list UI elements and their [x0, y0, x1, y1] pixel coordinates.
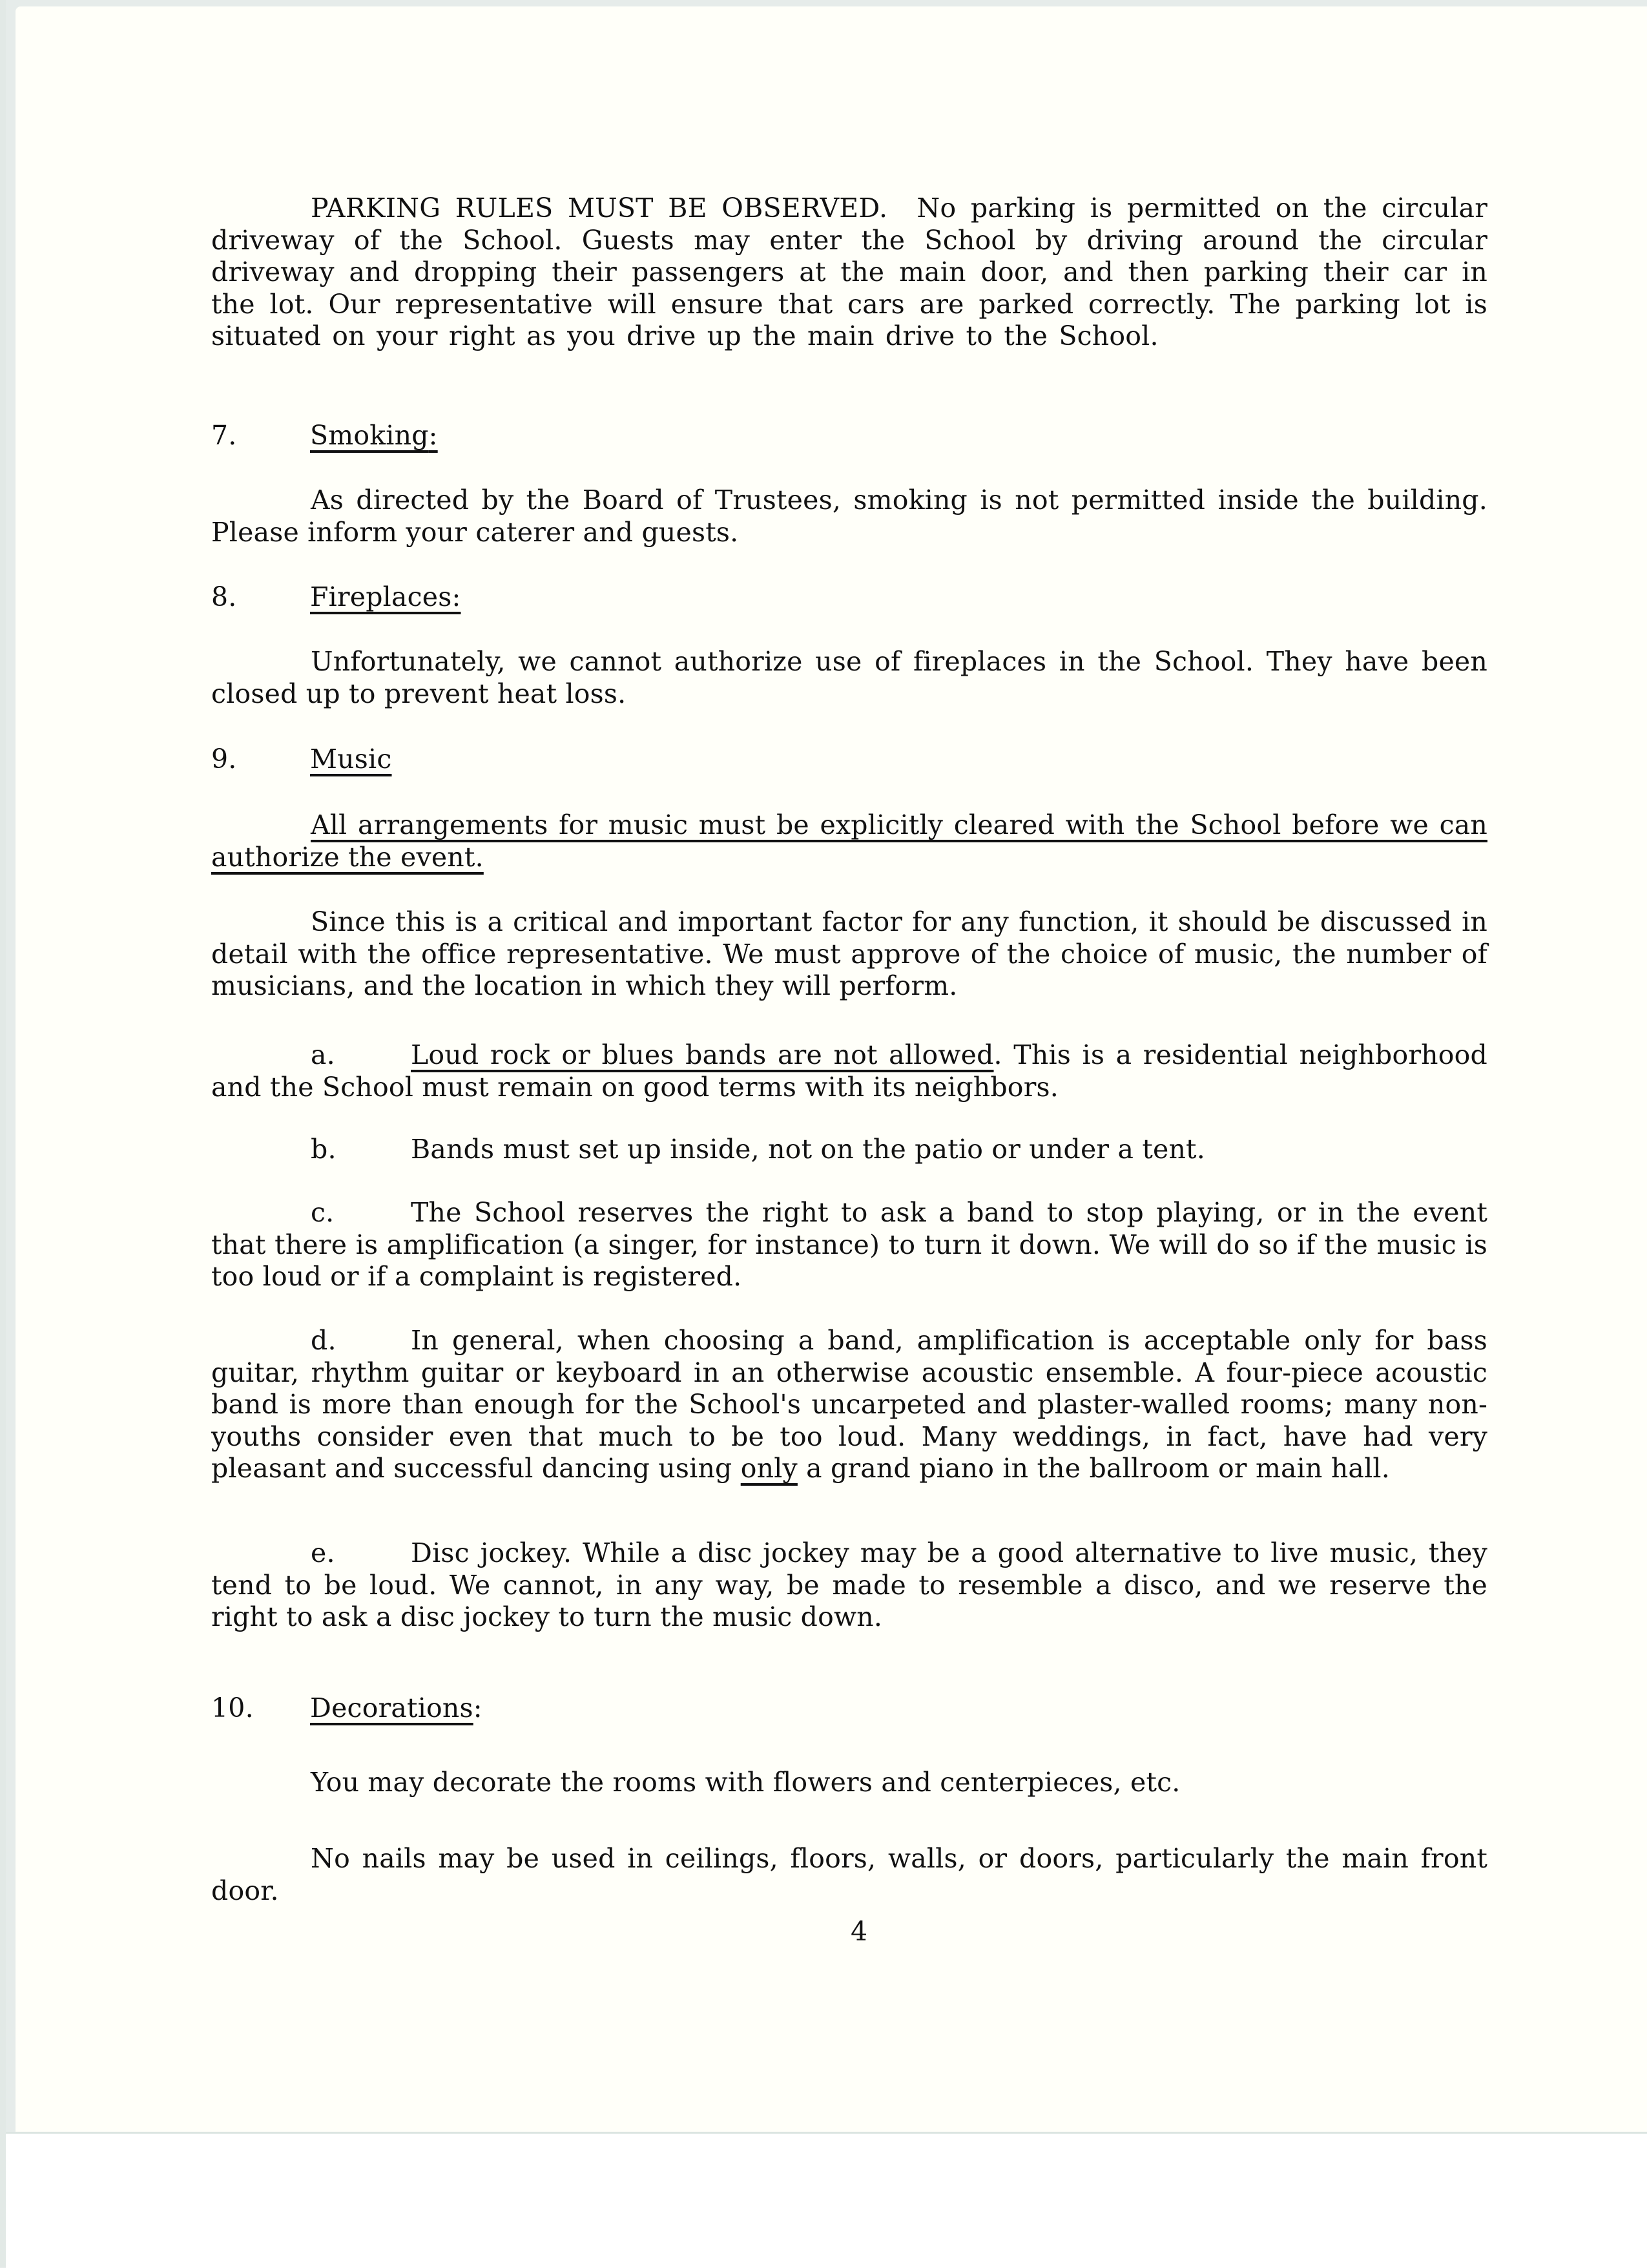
section-title-suffix: : [451, 581, 461, 612]
section-title: Music [310, 744, 392, 775]
section-7-heading [211, 420, 1487, 452]
section-number: 10. [211, 1692, 254, 1723]
section-number: 9. [211, 744, 237, 775]
item-text-after: a grand piano in the ballroom or main hall. [797, 1453, 1390, 1484]
section-title: Smoking [310, 420, 429, 451]
section-9-heading [211, 744, 1487, 776]
underlined-emphasis-text: All arrangements for music must be explicitly cleared with the School before we can authorize the event. [211, 809, 1487, 873]
section-title-suffix: : [473, 1692, 482, 1723]
section-number: 8. [211, 581, 237, 612]
item-text: The School reserves the right to ask a band to stop playing, or in the event that there is amplification (a singer, for instance) to turn it down. We will do so if the music is too loud or if a complaint is registered. [211, 1197, 1487, 1292]
item-label: b. [311, 1134, 337, 1165]
section-title: Fireplaces [310, 581, 452, 612]
paragraph-text: You may decorate the rooms with flowers and centerpieces, etc. [311, 1767, 1181, 1798]
section-title-suffix: : [428, 420, 438, 451]
item-label: a. [311, 1039, 335, 1070]
section-number: 7. [211, 420, 237, 451]
decorations-paragraph-1 [211, 1767, 1487, 1799]
item-label: c. [311, 1197, 335, 1228]
paragraph-text: Since this is a critical and important factor for any function, it should be discussed in detail with the office representative. We must approve of the choice of music, the number of musicians, and the location in which they will perform. [211, 906, 1487, 1001]
parking-rules-lead: PARKING RULES MUST BE OBSERVED. [311, 192, 888, 224]
music-item-b [211, 1134, 1487, 1166]
music-item-c [211, 1197, 1487, 1293]
item-text: Disc jockey. While a disc jockey may be a good alternative to live music, they tend to be loud. We cannot, in any way, be made to resemble a disco, and we reserve the right to ask a disc jockey to turn the music down. [211, 1537, 1487, 1632]
page-number: 4 [850, 1916, 868, 1947]
paragraph-text: No nails may be used in ceilings, floors, walls, or doors, particularly the main front door. [211, 1843, 1487, 1906]
music-discussion-paragraph [211, 906, 1487, 1003]
item-text: . This is a residential neighborhood and the School must remain on good terms with its neighbors. [211, 1039, 1487, 1103]
section-10-heading [211, 1692, 1487, 1725]
paragraph-text: As directed by the Board of Trustees, smoking is not permitted inside the building. Please inform your caterer and guests. [211, 484, 1487, 548]
page-bottom-edge [6, 2132, 1647, 2268]
music-item-e [211, 1537, 1487, 1634]
music-item-a [211, 1039, 1487, 1103]
item-underlined-text: Loud rock or blues bands are not allowed [411, 1039, 994, 1070]
item-label: e. [311, 1537, 335, 1568]
section-8-heading [211, 581, 1487, 614]
parking-rules-paragraph [211, 192, 1487, 353]
smoking-paragraph [211, 484, 1487, 548]
scanner-edge [0, 0, 6, 2267]
music-clearance-paragraph [211, 809, 1487, 873]
section-title: Decorations [310, 1692, 473, 1723]
music-item-d [211, 1325, 1487, 1485]
parking-rules-text: No parking is permitted on the circular driveway of the School. Guests may enter the School by driving around the circular driveway and dropping their passengers at the main door, and then parking their car in the lot. Our representative will ensure that cars are parked correctly. The parking lot is situated on your right as you drive up the main drive to the School. [211, 192, 1487, 351]
item-text: In general, when choosing a band, amplification is acceptable only for bass guitar, rhythm guitar or keyboard in an otherwise acoustic ensemble. A four-piece acoustic band is more than enough for the School's uncarpeted and plaster-walled rooms; many non-youths consider even that much to be too loud. Many weddings, in fact, have had very pleasant and successful dancing using [211, 1325, 1487, 1484]
item-underlined-text: only [740, 1453, 798, 1484]
item-label: d. [311, 1325, 337, 1356]
fireplaces-paragraph [211, 646, 1487, 710]
decorations-paragraph-2 [211, 1843, 1487, 1907]
item-text: Bands must set up inside, not on the patio or under a tent. [411, 1134, 1205, 1165]
paragraph-text: Unfortunately, we cannot authorize use of fireplaces in the School. They have been closed up to prevent heat loss. [211, 646, 1487, 709]
